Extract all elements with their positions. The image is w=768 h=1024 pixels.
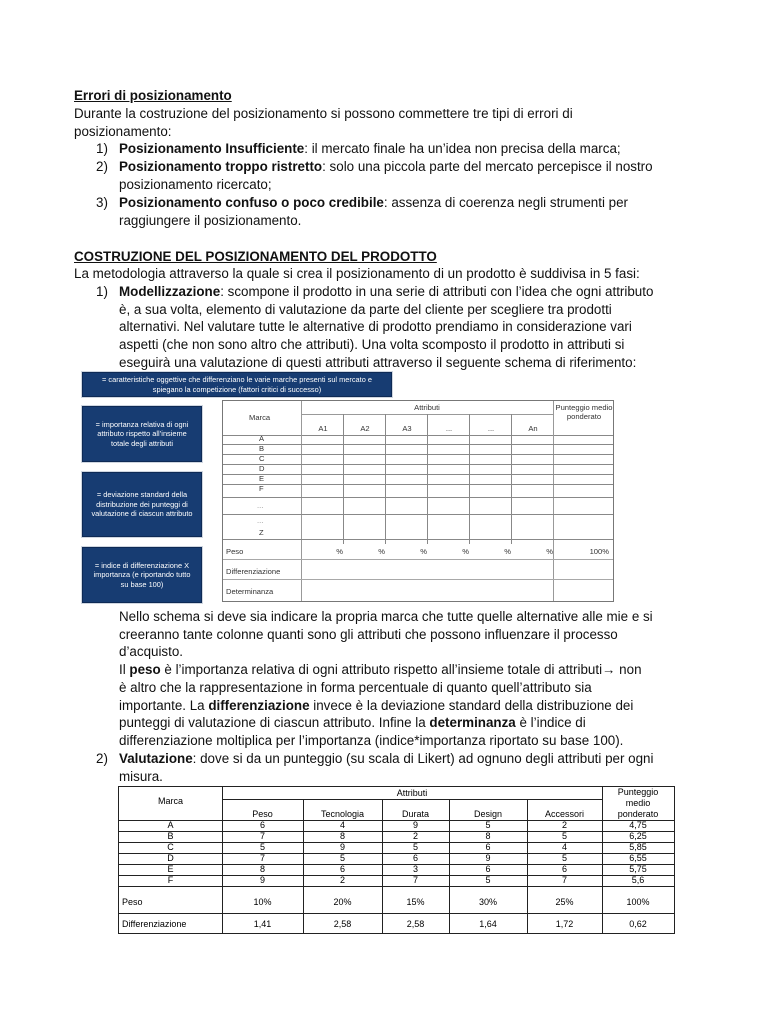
likert-peso-label: Peso [122, 897, 143, 907]
schema-col-header: A2 [360, 424, 370, 433]
list-number: 1) [96, 284, 108, 299]
likert-cell: 4 [561, 842, 567, 852]
list-item [119, 283, 653, 301]
paragraph-line: posizionamento: [74, 124, 172, 139]
list-number: 1) [96, 141, 108, 156]
text-span: importante. La [119, 698, 209, 713]
section-title-costruzione: COSTRUZIONE DEL POSIZIONAMENTO DEL PRODOTTO [74, 249, 437, 264]
schema-row-label: B [259, 444, 265, 453]
schema-attributi-header: Attributi [414, 403, 440, 412]
likert-col-header: Durata [401, 809, 429, 819]
likert-cell: 5 [259, 842, 265, 852]
likert-peso-total: 100% [626, 897, 650, 907]
likert-cell: 3 [412, 864, 418, 874]
likert-diff-cell: 2,58 [333, 919, 352, 929]
paragraph-line: d’acquisto. [119, 644, 184, 659]
likert-col-header: Design [473, 809, 502, 819]
likert-cell: 8 [259, 864, 265, 874]
bold-term-peso: peso [129, 662, 161, 677]
text-span: Il [119, 662, 130, 677]
likert-peso-cell: 10% [253, 897, 272, 907]
schema-col-header: An [528, 424, 538, 433]
schema-pct: % [504, 547, 511, 556]
list-item-cont: posizionamento ricercato; [119, 177, 272, 192]
schema-pct: % [420, 547, 427, 556]
likert-diff-cell: 1,64 [479, 919, 497, 929]
schema-row-label: D [259, 464, 265, 473]
schema-punteggio-header: Punteggio medio ponderato [555, 403, 613, 421]
schema-total: 100% [589, 547, 609, 556]
likert-peso-cell: 20% [333, 897, 352, 907]
paragraph-line: Nello schema si deve sia indicare la propria marca che tutte quelle alternative alle mie e si [119, 609, 653, 624]
schema-row-label: C [259, 454, 265, 463]
likert-peso-cell: 30% [478, 897, 497, 907]
likert-punteggio-header: Punteggio [617, 787, 659, 797]
likert-cell: 6 [412, 853, 418, 863]
list-number: 2) [96, 159, 108, 174]
likert-punteggio-header: ponderato [617, 809, 659, 819]
list-item-bold: Modellizzazione [119, 284, 221, 299]
schema-row-label: E [259, 474, 265, 483]
paragraph-line: Durante la costruzione del posizionamento si possono commettere tre tipi di errori di [74, 106, 573, 121]
likert-cell: 8 [485, 831, 491, 841]
paragraph-line [119, 661, 642, 679]
likert-peso-cell: 25% [555, 897, 574, 907]
likert-score: 6,55 [629, 853, 647, 863]
likert-score: 6,25 [629, 831, 647, 841]
schema-pct: % [336, 547, 343, 556]
paragraph-line [119, 714, 586, 732]
section-title-errori: Errori di posizionamento [74, 88, 232, 103]
list-item [119, 194, 628, 212]
schema-col-header: ... [445, 424, 453, 433]
schema-row-label: F [259, 484, 264, 493]
likert-attributi-header: Attributi [396, 788, 428, 798]
likert-col-header: Tecnologia [320, 809, 365, 819]
text-span: non [615, 662, 642, 677]
likert-cell: 9 [412, 820, 418, 830]
text-span: punteggi di valutazione di ciascun attributo. Infine la [119, 715, 430, 730]
likert-cell: 5 [485, 820, 491, 830]
callout-differenziazione [82, 472, 202, 537]
schema-col-header: A1 [318, 424, 328, 433]
callout-attributi [82, 372, 392, 397]
paragraph-line [119, 697, 633, 715]
paragraph-line: La metodologia attraverso la quale si crea il posizionamento di un prodotto è suddivisa in 5 fasi: [74, 266, 640, 281]
callout-peso [82, 406, 202, 462]
likert-score: 4,75 [629, 820, 647, 830]
schema-row-label: ... [257, 501, 264, 510]
likert-cell: 4 [339, 820, 345, 830]
paragraph-line: alternativi. Nel valutare tutte le alternative di prodotto prendiamo in considerazione vari [119, 319, 632, 334]
text-span: invece è la deviazione standard della distribuzione dei [309, 698, 634, 713]
list-item [119, 140, 621, 158]
likert-cell: 5 [485, 875, 491, 885]
schema-marca-header: Marca [249, 413, 271, 422]
likert-diff-cell: 1,41 [253, 919, 272, 929]
likert-diff-cell: 1,72 [555, 919, 574, 929]
schema-col-header: ... [487, 424, 495, 433]
likert-brand: A [167, 820, 174, 830]
list-item-text: : il mercato finale ha un’idea non precisa della marca; [304, 141, 621, 156]
text-span: è l’importanza relativa di ogni attributo rispetto all’insieme totale di attributi [160, 662, 603, 677]
likert-cell: 2 [339, 875, 345, 885]
list-item-text: : assenza di coerenza negli strumenti per [383, 195, 629, 210]
likert-cell: 9 [485, 853, 491, 863]
list-item-bold: Posizionamento Insufficiente [119, 141, 305, 156]
likert-cell: 5 [412, 842, 418, 852]
likert-brand: E [167, 864, 174, 874]
likert-score: 5,6 [631, 875, 645, 885]
list-item-cont: misura. [119, 769, 163, 784]
likert-cell: 5 [561, 853, 567, 863]
callout-text: = indice di differenziazione X importanza (e riportando tutto su base 100) [93, 560, 191, 589]
likert-peso-cell: 15% [406, 897, 425, 907]
likert-cell: 6 [485, 864, 491, 874]
paragraph-line: eseguirà una valutazione di questi attributi attraverso il seguente schema di riferimento: [119, 355, 637, 370]
list-item-text: : scompone il prodotto in una serie di attributi con l’idea che ogni attributo [220, 284, 654, 299]
schema-pct: % [462, 547, 469, 556]
list-item-text: : solo una piccola parte del mercato percepisce il nostro [322, 159, 653, 174]
likert-cell: 6 [259, 820, 265, 830]
likert-cell: 5 [561, 831, 567, 841]
schema-det-label: Determinanza [226, 587, 274, 596]
schema-row-label: Z [259, 528, 264, 537]
schema-row-label: ... [257, 516, 264, 525]
schema-row-label: A [259, 434, 265, 443]
list-item-bold: Posizionamento troppo ristretto [119, 159, 323, 174]
list-item-cont: raggiungere il posizionamento. [119, 213, 302, 228]
likert-col-header: Peso [252, 809, 273, 819]
paragraph-line: differenziazione moltiplica per l’importanza (indice*importanza riportato su base 100). [119, 733, 624, 748]
likert-cell: 9 [259, 875, 265, 885]
schema-col-header: A3 [402, 424, 412, 433]
paragraph-line: è altro che la rappresentazione in forma percentuale di quanto quell’attributo sia [119, 680, 592, 695]
paragraph-line: creeranno tante colonne quanti sono gli attributi che possono influenzare il processo [119, 627, 618, 642]
list-number: 2) [96, 751, 108, 766]
likert-cell: 7 [561, 875, 567, 885]
paragraph-line: è, a sua volta, elemento di valutazione da parte del cliente per scegliere tra prodotti [119, 302, 612, 317]
likert-cell: 7 [259, 853, 265, 863]
callout-text: = caratteristiche oggettive che differenziano le varie marche presenti sul mercato e spiegano la competizione (fattori critici di successo) [102, 375, 372, 394]
schema-peso-label: Peso [226, 547, 244, 556]
callout-text: = deviazione standard della distribuzione dei punteggi di valutazione di ciascun attributo [91, 490, 193, 519]
likert-score: 5,75 [629, 864, 647, 874]
text-span: è l’indice di [515, 715, 586, 730]
likert-brand: D [167, 853, 174, 863]
likert-col-header: Accessori [544, 809, 584, 819]
likert-cell: 6 [339, 864, 345, 874]
likert-punteggio-header: medio [625, 798, 651, 808]
list-number: 3) [96, 195, 108, 210]
likert-diff-total: 0,62 [629, 919, 647, 929]
likert-cell: 8 [339, 831, 345, 841]
likert-cell: 6 [485, 842, 491, 852]
likert-brand: F [167, 875, 174, 885]
list-item-text: : dove si da un punteggio (su scala di Likert) ad ognuno degli attributi per ogni [192, 751, 654, 766]
callout-text: = importanza relativa di ogni attributo rispetto all’insieme totale degli attributi [95, 419, 189, 448]
list-item [119, 750, 653, 768]
likert-marca-header: Marca [157, 796, 183, 806]
likert-cell: 5 [339, 853, 345, 863]
callout-determinanza [82, 547, 202, 603]
likert-cell: 2 [561, 820, 567, 830]
likert-table [118, 786, 675, 934]
list-item-bold: Valutazione [119, 751, 193, 766]
arrow-right-icon: → [602, 662, 616, 677]
schema-pct: % [378, 547, 385, 556]
likert-diff-label: Differenziazione [122, 919, 187, 929]
likert-diff-cell: 2,58 [406, 919, 425, 929]
likert-score: 5,85 [629, 842, 647, 852]
paragraph-line: aspetti (che non sono altro che attributi). Una volta scomposto il prodotto in attributi si [119, 337, 625, 352]
likert-cell: 6 [561, 864, 567, 874]
likert-cell: 2 [412, 831, 418, 841]
schema-table [222, 400, 614, 602]
bold-term-differenziazione: differenziazione [208, 698, 310, 713]
likert-cell: 9 [339, 842, 345, 852]
likert-brand: C [167, 842, 174, 852]
likert-cell: 7 [412, 875, 418, 885]
bold-term-determinanza: determinanza [429, 715, 516, 730]
schema-pct: % [546, 547, 553, 556]
list-item-bold: Posizionamento confuso o poco credibile [119, 195, 384, 210]
list-item [119, 158, 653, 176]
likert-cell: 7 [259, 831, 265, 841]
likert-brand: B [167, 831, 174, 841]
schema-diff-label: Differenziazione [226, 567, 281, 576]
